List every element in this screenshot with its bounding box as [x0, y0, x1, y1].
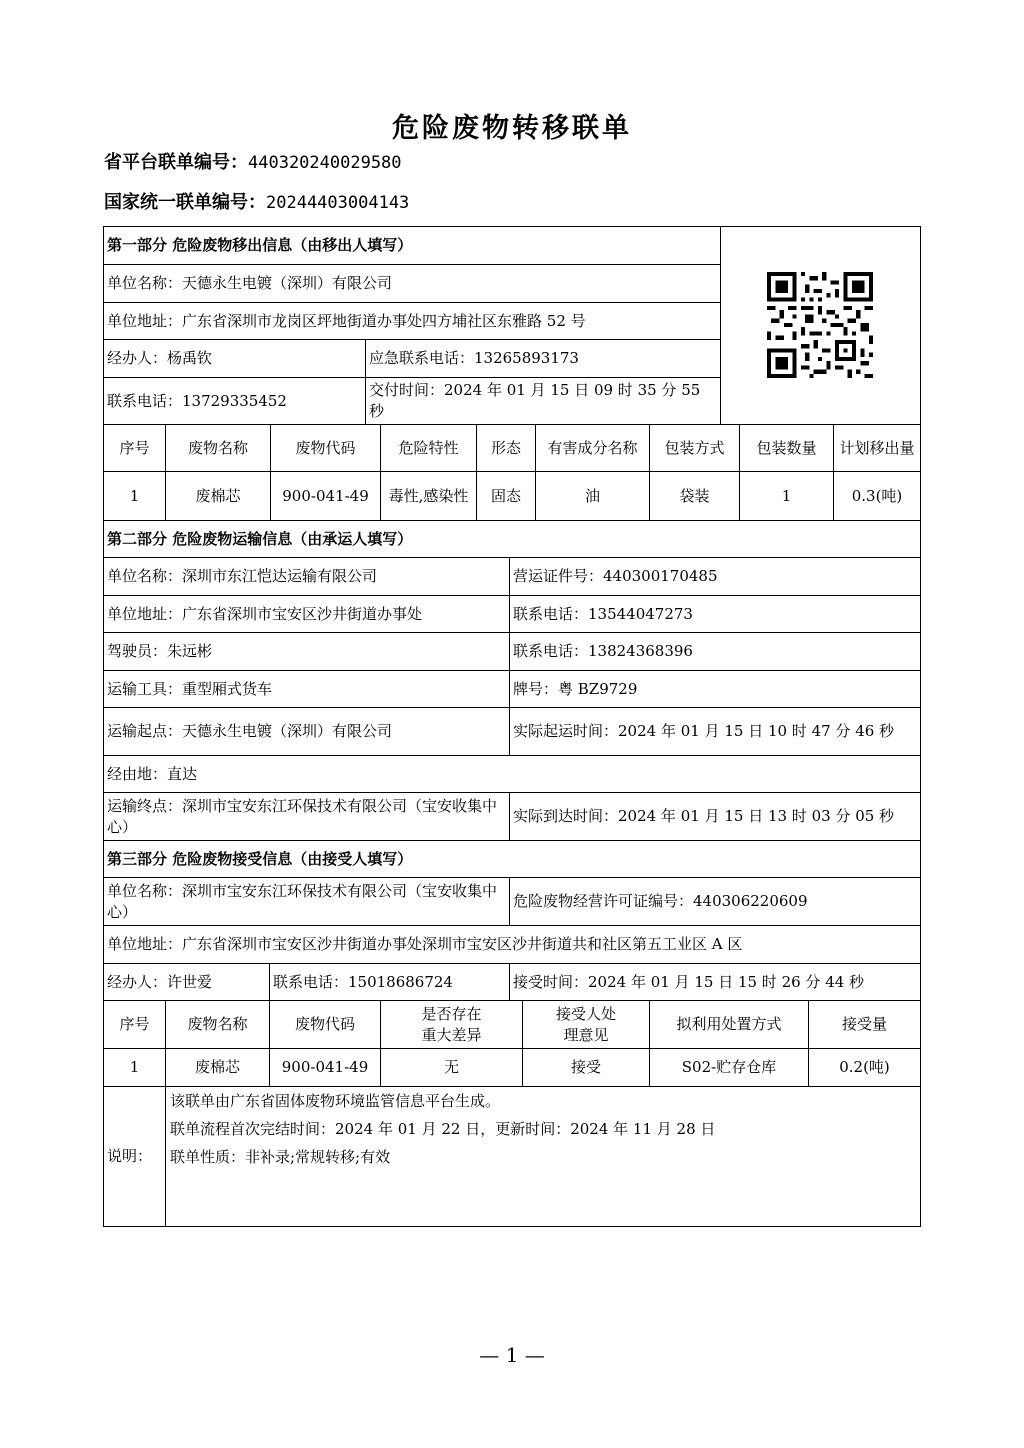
- part3-heading: 第三部分 危险废物接受信息（由接受人填写）: [104, 841, 920, 878]
- p3-row-amount: 0.2(吨): [809, 1049, 920, 1087]
- p1-row-component: 油: [536, 472, 650, 521]
- page-title: 危险废物转移联单: [392, 113, 632, 144]
- part2-destination: 运输终点：深圳市宝安东江环保技术有限公司（宝安收集中心）: [104, 793, 510, 841]
- p3-header-seq: 序号: [104, 1001, 166, 1049]
- p3-row-difference: 无: [381, 1049, 523, 1087]
- part3-receive-time: 接受时间：2024 年 01 月 15 日 15 时 26 分 44 秒: [510, 964, 920, 1001]
- notes-label: 说明：: [104, 1087, 166, 1226]
- provincial-number-label: 省平台联单编号：: [104, 152, 248, 173]
- national-number: [104, 188, 409, 214]
- part2-heading: 第二部分 危险废物运输信息（由承运人填写）: [104, 521, 920, 558]
- part1-emergency-phone: 应急联系电话：13265893173: [366, 340, 721, 378]
- part3-handler: 经办人：许世爱: [104, 964, 270, 1001]
- p1-row-packing: 袋装: [650, 472, 740, 521]
- p1-row-seq: 1: [104, 472, 166, 521]
- p1-header-packing: 包装方式: [650, 425, 740, 472]
- p3-header-disposal: 拟利用处置方式: [650, 1001, 809, 1049]
- notes-body: [170, 1087, 915, 1171]
- part1-handler: 经办人：杨禹钦: [104, 340, 366, 378]
- part2-unit-name: 单位名称：深圳市东江恺达运输有限公司: [104, 558, 510, 596]
- part3-unit-address: 单位地址：广东省深圳市宝安区沙井街道办事处深圳市宝安区沙井街道共和社区第五工业区 A 区: [104, 926, 920, 964]
- p1-header-quantity: 包装数量: [740, 425, 834, 472]
- notes-line: 联单流程首次完结时间：2024 年 01 月 22 日，更新时间：2024 年 11 月 28 日: [170, 1120, 716, 1138]
- p3-row-disposal: S02-贮存仓库: [650, 1049, 809, 1087]
- part2-arrival-time: 实际到达时间：2024 年 01 月 15 日 13 时 03 分 05 秒: [510, 793, 920, 841]
- national-number-label: 国家统一联单编号：: [104, 192, 266, 213]
- p1-row-hazard: 毒性,感染性: [381, 472, 477, 521]
- provincial-number-value: 440320240029580: [248, 153, 402, 173]
- page-number: — 1 —: [479, 1343, 545, 1367]
- p3-header-code: 废物代码: [270, 1001, 381, 1049]
- part2-license: 营运证件号：440300170485: [510, 558, 920, 596]
- p3-header-difference: 是否存在重大差异: [381, 1001, 523, 1049]
- p3-header-name: 废物名称: [166, 1001, 270, 1049]
- part2-driver-phone: 联系电话：13824368396: [510, 633, 920, 671]
- part2-vehicle: 运输工具：重型厢式货车: [104, 671, 510, 708]
- part3-phone: 联系电话：15018686724: [270, 964, 510, 1001]
- p1-header-component: 有害成分名称: [536, 425, 650, 472]
- part3-unit-name: 单位名称：深圳市宝安东江环保技术有限公司（宝安收集中心）: [104, 878, 510, 926]
- notes-line: 联单性质：非补录;常规转移;有效: [170, 1148, 391, 1166]
- p1-header-form: 形态: [477, 425, 536, 472]
- part1-unit-name: 单位名称：天德永生电镀（深圳）有限公司: [104, 265, 721, 303]
- provincial-number: [104, 148, 402, 174]
- part1-heading: 第一部分 危险废物移出信息（由移出人填写）: [104, 227, 721, 265]
- p1-header-name: 废物名称: [166, 425, 271, 472]
- p1-header-code: 废物代码: [271, 425, 381, 472]
- part2-phone: 联系电话：13544047273: [510, 596, 920, 633]
- part1-phone: 联系电话：13729335452: [104, 378, 366, 425]
- p1-row-form: 固态: [477, 472, 536, 521]
- p1-row-name: 废棉芯: [166, 472, 271, 521]
- p3-header-amount: 接受量: [809, 1001, 920, 1049]
- p3-row-code: 900-041-49: [270, 1049, 381, 1087]
- part2-departure-time: 实际起运时间：2024 年 01 月 15 日 10 时 47 分 46 秒: [510, 708, 920, 756]
- p1-row-quantity: 1: [740, 472, 834, 521]
- part2-unit-address: 单位地址：广东省深圳市宝安区沙井街道办事处: [104, 596, 510, 633]
- national-number-value: 20244403004143: [266, 193, 410, 213]
- p1-header-hazard: 危险特性: [381, 425, 477, 472]
- qr-code-image: [767, 272, 873, 378]
- p1-row-code: 900-041-49: [271, 472, 381, 521]
- part1-delivery-time: 交付时间：2024 年 01 月 15 日 09 时 35 分 55 秒: [366, 378, 721, 425]
- p3-header-opinion: 接受人处理意见: [523, 1001, 650, 1049]
- part2-route: 经由地：直达: [104, 756, 920, 793]
- p3-row-name: 废棉芯: [166, 1049, 270, 1087]
- p1-header-seq: 序号: [104, 425, 166, 472]
- p1-row-planned: 0.3(吨): [834, 472, 920, 521]
- p3-row-seq: 1: [104, 1049, 166, 1087]
- notes-line: 该联单由广东省固体废物环境监管信息平台生成。: [170, 1092, 501, 1110]
- part1-unit-address: 单位地址：广东省深圳市龙岗区坪地街道办事处四方埔社区东雅路 52 号: [104, 303, 721, 340]
- p3-row-opinion: 接受: [523, 1049, 650, 1087]
- part2-plate: 牌号：粤 BZ9729: [510, 671, 920, 708]
- part2-origin: 运输起点：天德永生电镀（深圳）有限公司: [104, 708, 510, 756]
- part3-permit: 危险废物经营许可证编号：440306220609: [510, 878, 920, 926]
- part2-driver: 驾驶员：朱远彬: [104, 633, 510, 671]
- p1-header-planned: 计划移出量: [834, 425, 920, 472]
